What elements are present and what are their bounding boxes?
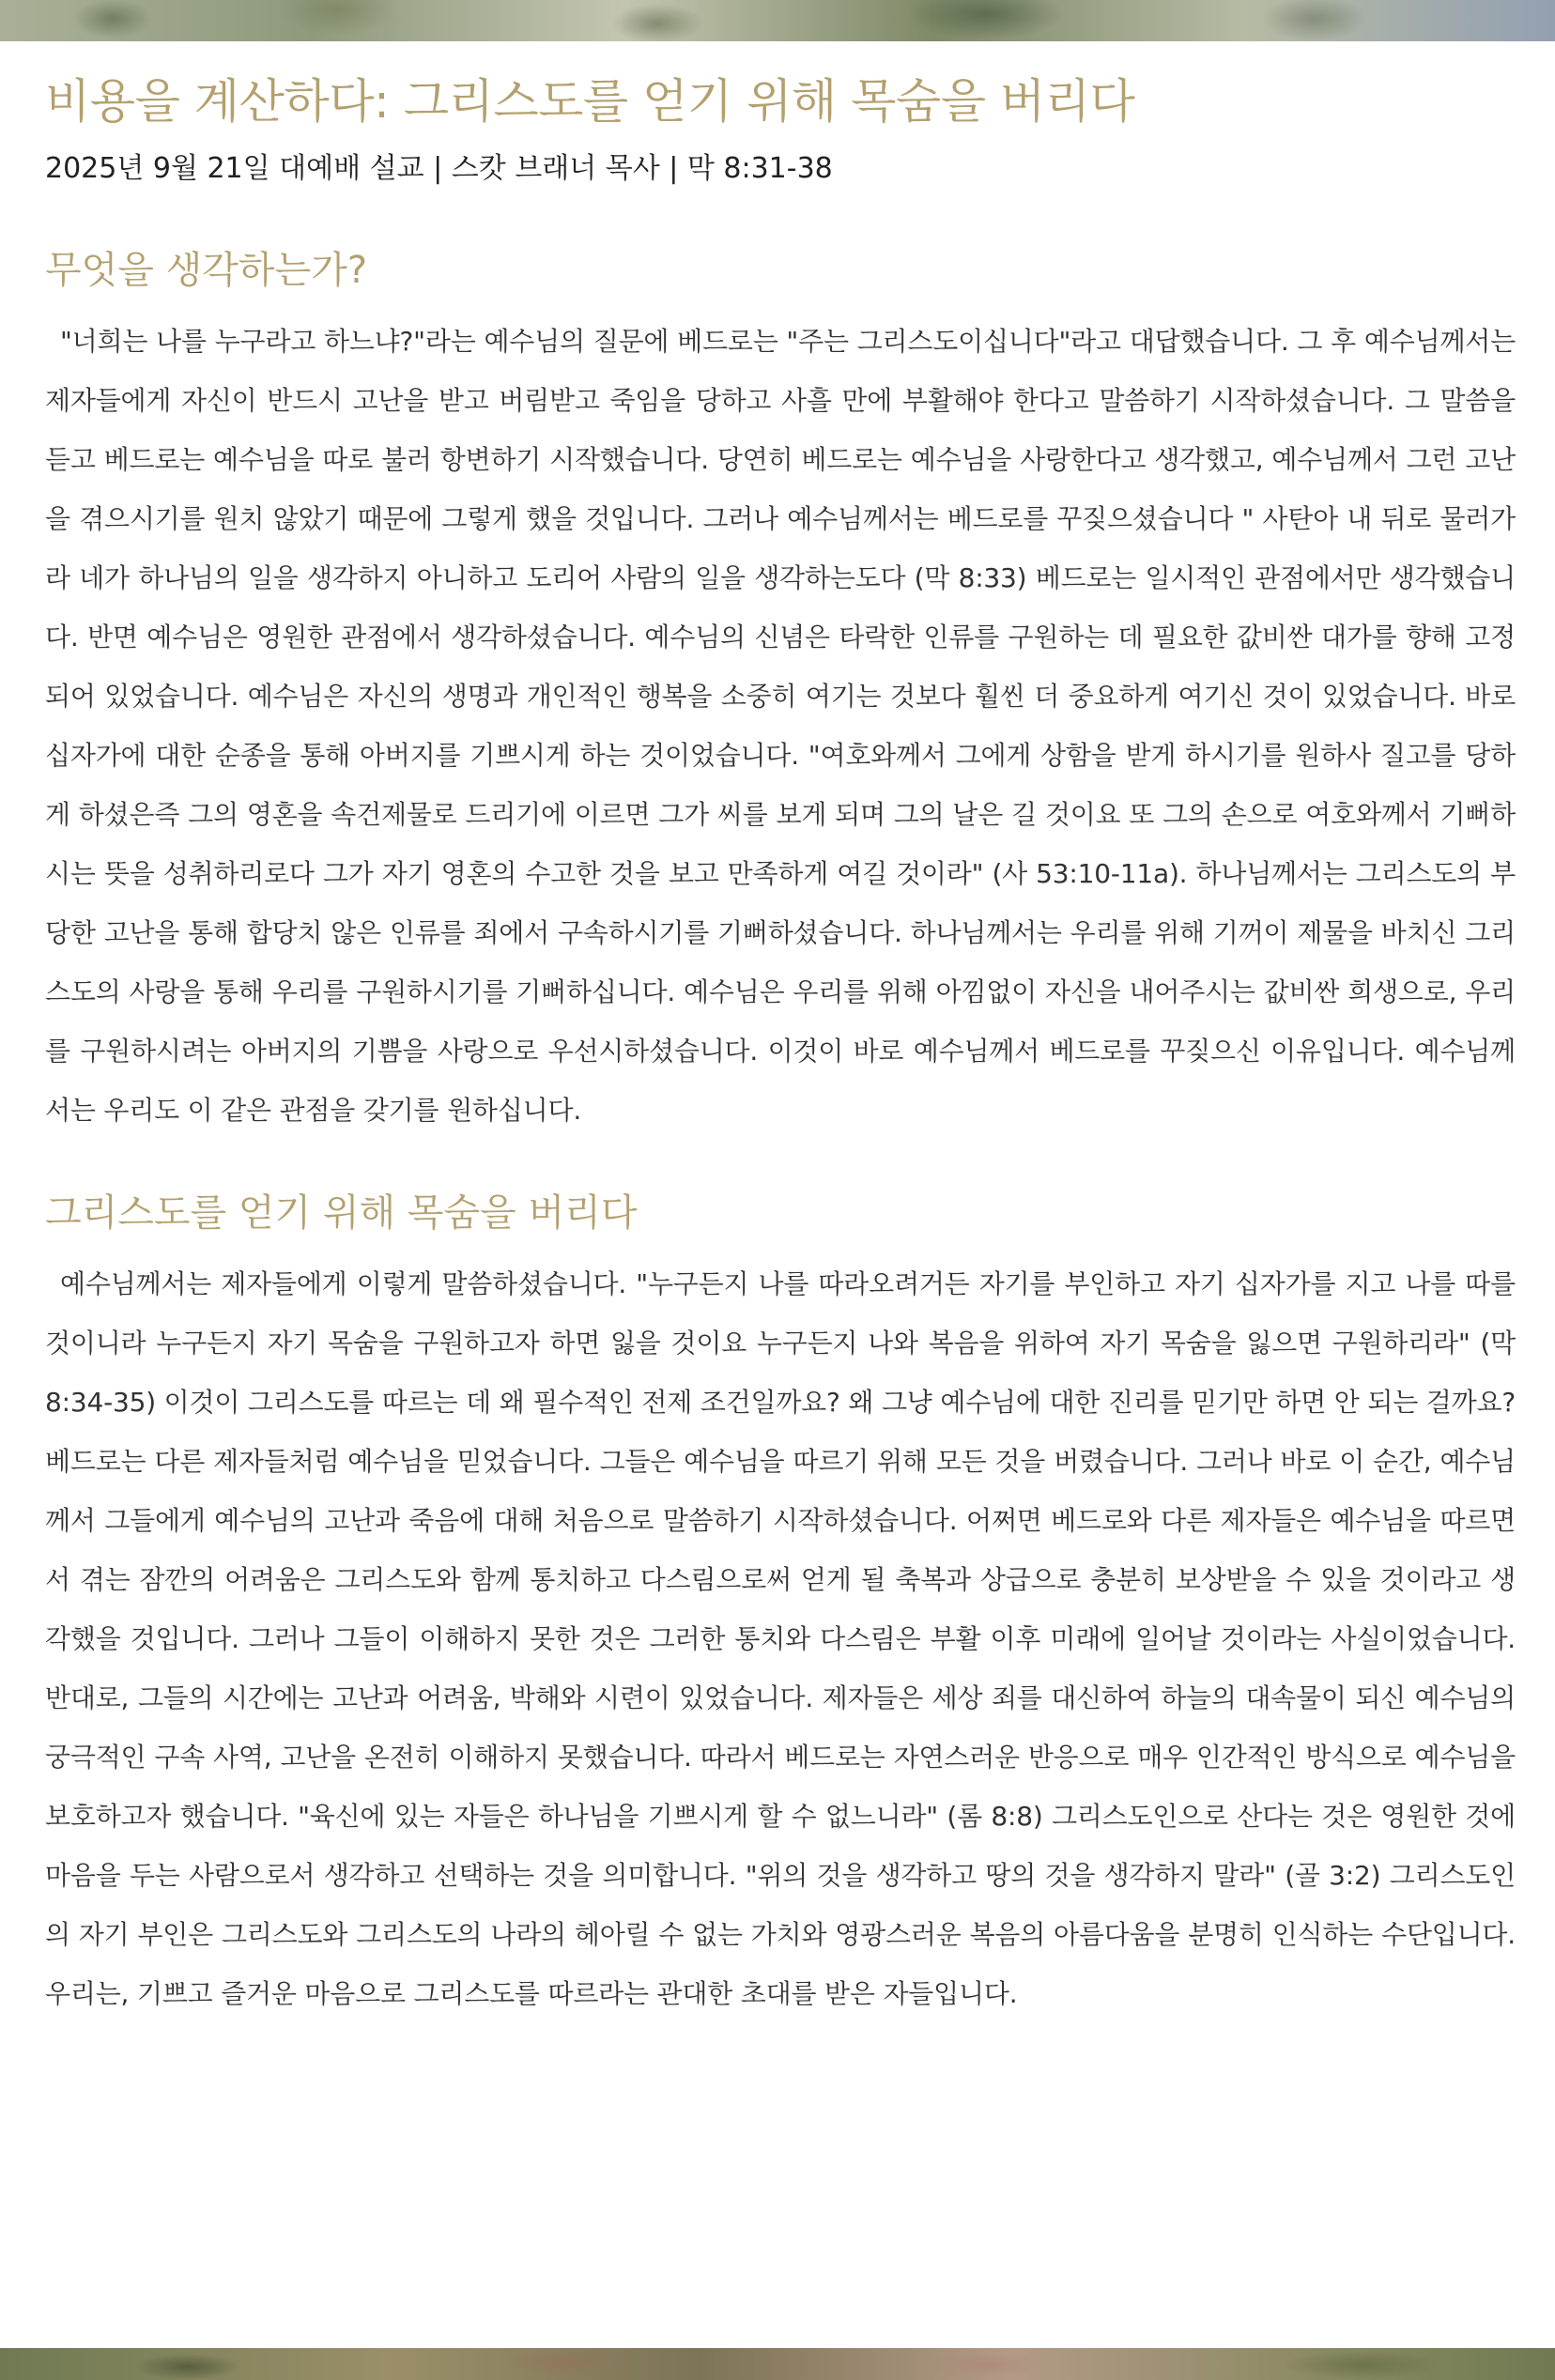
section-body-what-to-think: "너희는 나를 누구라고 하느냐?"라는 예수님의 질문에 베드로는 "주는 그리스도이십니다"라고 대답했습니다. 그 후 예수님께서는 제자들에게 자신이 반드시 고난을 받고 버림받고 죽임을 당하고 사흘 만에 부활해야 한다고 말씀하기 시작하셨습니다. 그 말씀을 듣고 베드로는 예수님을 따로 불러 항변하기 시작했습니다. 당연히 베드로는 예수님을 사랑한다고 생각했고, 예수님께서 그런 고난을 겪으시기를 원치 않았기 때문에 그렇게 했을 것입니다. 그러나 예수님께서는 베드로를 꾸짖으셨습니다 " 사탄아 내 뒤로 물러가라 네가 하나님의 일을 생각하지 아니하고 도리어 사람의 일을 생각하는도다 (막 8:33) 베드로는 일시적인 관점에서만 생각했습니다. 반면 예수님은 영원한 관점에서 생각하셨습니다. 예수님의 신념은 타락한 인류를 구원하는 데 필요한 값비싼 대가를 향해 고정되어 있었습니다. 예수님은 자신의 생명과 개인적인 행복을 소중히 여기는 것보다 훨씬 더 중요하게 여기신 것이 있었습니다. 바로 십자가에 대한 순종을 통해 아버지를 기쁘시게 하는 것이었습니다. "여호와께서 그에게 상함을 받게 하시기를 원하사 질고를 당하게 하셨은즉 그의 영혼을 속건제물로 드리기에 이르면 그가 씨를 보게 되며 그의 날은 길 것이요 또 그의 손으로 여호와께서 기뻐하시는 뜻을 성취하리로다 그가 자기 영혼의 수고한 것을 보고 만족하게 여길 것이라" (사 53:10-11a). 하나님께서는 그리스도의 부당한 고난을 통해 합당치 않은 인류를 죄에서 구속하시기를 기뻐하셨습니다. 하나님께서는 우리를 위해 기꺼이 제물을 바치신 그리스도의 사랑을 통해 우리를 구원하시기를 기뻐하십니다. 예수님은 우리를 위해 아낌없이 자신을 내어주시는 값비싼 희생으로, 우리를 구원하시려는 아버지의 기쁨을 사랑으로 우선시하셨습니다. 이것이 바로 예수님께서 베드로를 꾸짖으신 이유입니다. 예수님께서는 우리도 이 같은 관점을 갖기를 원하십니다.: [45, 326, 1517, 1126]
section-heading-what-to-think: 무엇을 생각하는가?: [45, 249, 368, 292]
footer-banner-image: [0, 2348, 1555, 2380]
section-heading-lose-life: 그리스도를 얻기 위해 목숨을 버리다: [45, 1191, 638, 1235]
sermon-meta: 2025년 9월 21일 대예배 설교 | 스캇 브래너 목사 | 막 8:31-38: [45, 152, 833, 185]
page-title: 비용을 계산하다: 그리스도를 얻기 위해 목숨을 버리다: [45, 74, 1135, 129]
article: [45, 71, 1516, 2023]
header-banner-image: [0, 0, 1555, 41]
section-body-lose-life: 예수님께서는 제자들에게 이렇게 말씀하셨습니다. "누구든지 나를 따라오려거든 자기를 부인하고 자기 십자가를 지고 나를 따를 것이니라 누구든지 자기 목숨을 구원하고자 하면 잃을 것이요 누구든지 나와 복음을 위하여 자기 목숨을 잃으면 구원하리라" (막 8:34-35) 이것이 그리스도를 따르는 데 왜 필수적인 전제 조건일까요? 왜 그냥 예수님에 대한 진리를 믿기만 하면 안 되는 걸까요? 베드로는 다른 제자들처럼 예수님을 믿었습니다. 그들은 예수님을 따르기 위해 모든 것을 버렸습니다. 그러나 바로 이 순간, 예수님께서 그들에게 예수님의 고난과 죽음에 대해 처음으로 말씀하기 시작하셨습니다. 어쩌면 베드로와 다른 제자들은 예수님을 따르면서 겪는 잠깐의 어려움은 그리스도와 함께 통치하고 다스림으로써 얻게 될 축복과 상급으로 충분히 보상받을 수 있을 것이라고 생각했을 것입니다. 그러나 그들이 이해하지 못한 것은 그러한 통치와 다스림은 부활 이후 미래에 일어날 것이라는 사실이었습니다. 반대로, 그들의 시간에는 고난과 어려움, 박해와 시련이 있었습니다. 제자들은 세상 죄를 대신하여 하늘의 대속물이 되신 예수님의 궁극적인 구속 사역, 고난을 온전히 이해하지 못했습니다. 따라서 베드로는 자연스러운 반응으로 매우 인간적인 방식으로 예수님을 보호하고자 했습니다. "육신에 있는 자들은 하나님을 기쁘시게 할 수 없느니라" (롬 8:8) 그리스도인으로 산다는 것은 영원한 것에 마음을 두는 사람으로서 생각하고 선택하는 것을 의미합니다. "위의 것을 생각하고 땅의 것을 생각하지 말라" (골 3:2) 그리스도인의 자기 부인은 그리스도와 그리스도의 나라의 헤아릴 수 없는 가치와 영광스러운 복음의 아름다움을 분명히 인식하는 수단입니다. 우리는, 기쁘고 즐거운 마음으로 그리스도를 따르라는 관대한 초대를 받은 자들입니다.: [45, 1268, 1516, 2009]
